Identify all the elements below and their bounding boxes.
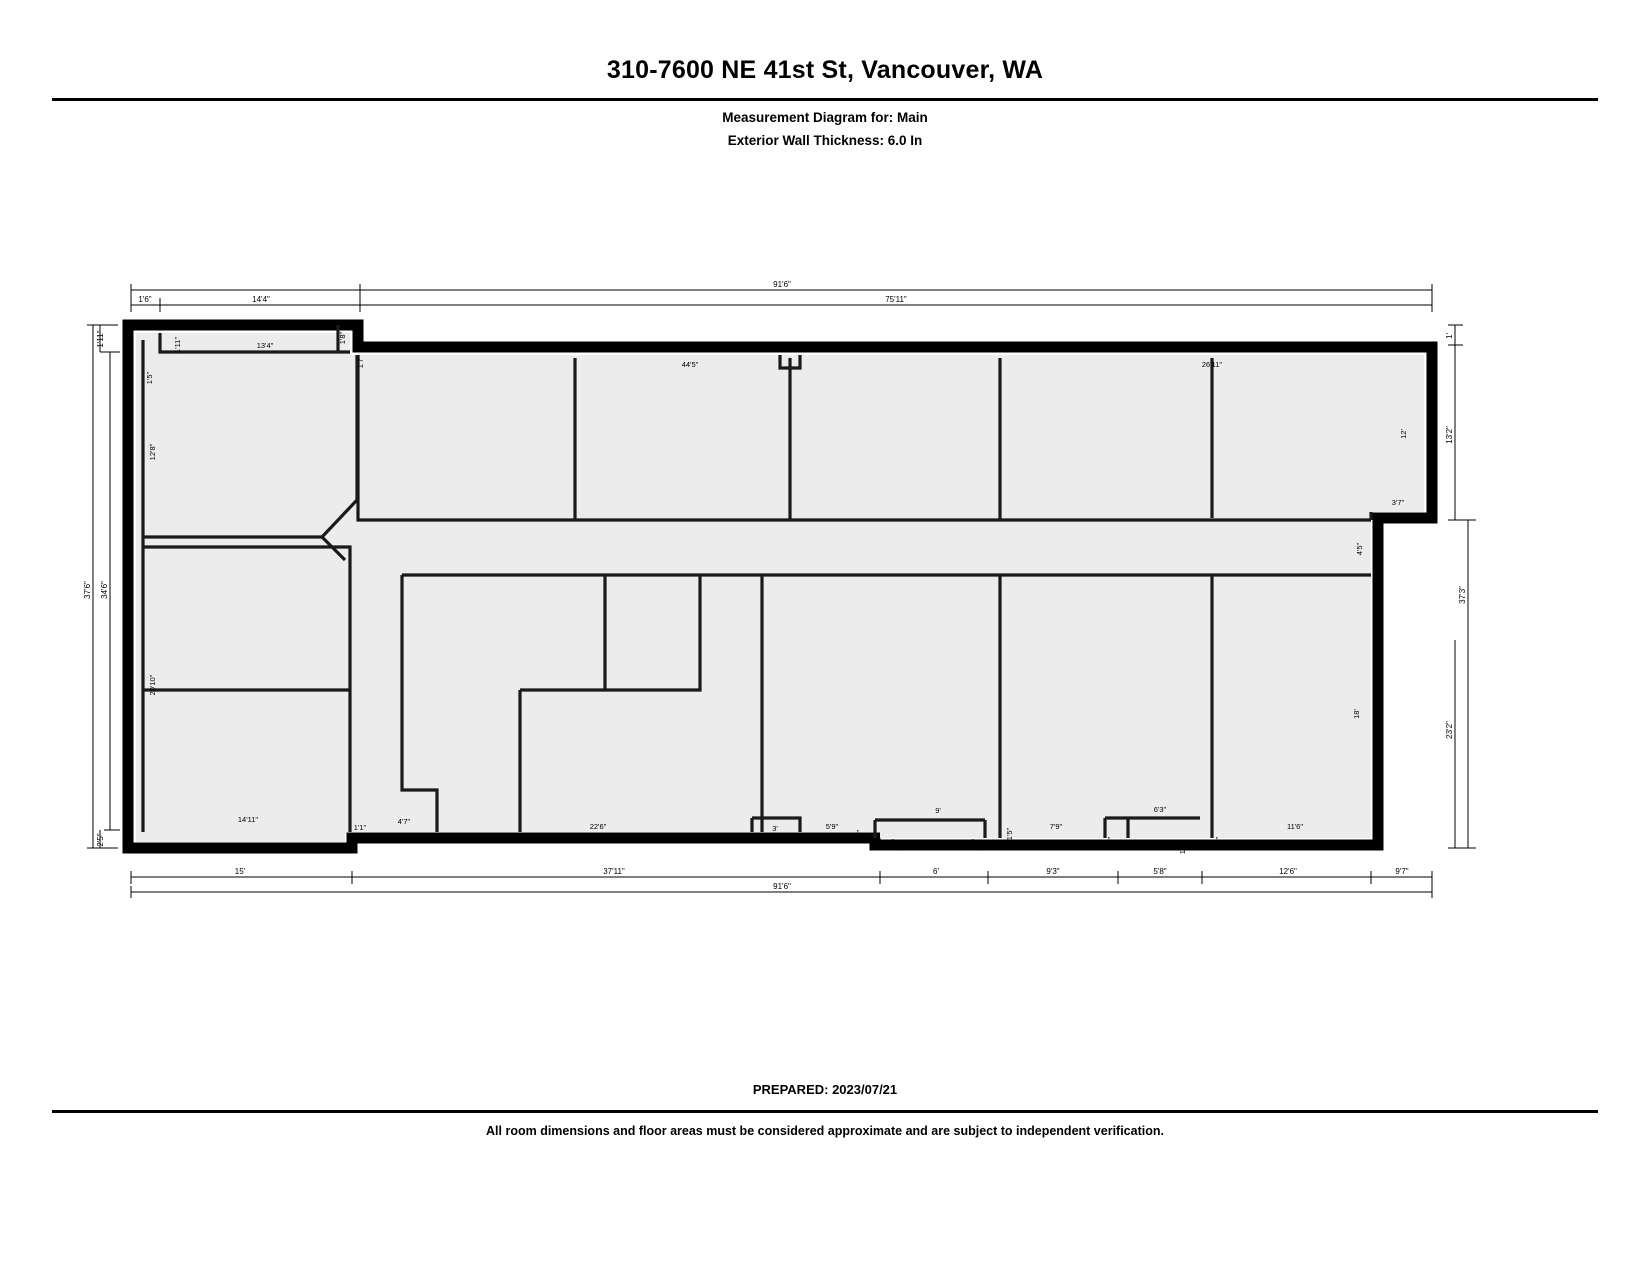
label-i19: 5'9" — [825, 822, 839, 831]
dim-left-b: 37'6" — [83, 581, 92, 599]
label-i10: 3'7" — [1391, 498, 1405, 507]
label-i28: 1'6" — [1178, 841, 1187, 855]
label-i3: 1'8" — [338, 331, 347, 345]
disclaimer-text: All room dimensions and floor areas must be considered approximate and are subject to independent verification. — [486, 1124, 1164, 1138]
label-i21: 1'4" — [890, 838, 899, 852]
dim-top-c: 75'11" — [885, 295, 907, 304]
dim-left-d: 2'5" — [96, 833, 105, 847]
dim-right-a: 1' — [1445, 333, 1454, 339]
label-i7: 1'5" — [145, 371, 154, 385]
label-i22: 9' — [935, 806, 941, 815]
diagram-subtitle-main: Measurement Diagram for: Main — [722, 110, 928, 125]
dim-bottom-g: 9'7" — [1395, 867, 1409, 876]
page-title: 310-7600 NE 41st St, Vancouver, WA — [606, 56, 1044, 84]
dim-left-a: 1'11" — [96, 330, 105, 348]
prepared-date: PREPARED: 2023/07/21 — [752, 1082, 898, 1097]
dim-bottom-b: 37'11" — [603, 867, 625, 876]
label-i26: 6'3" — [1153, 805, 1167, 814]
label-i25: 7'9" — [1049, 822, 1063, 831]
label-i9: 12' — [1399, 429, 1408, 439]
label-i11: 4'5" — [1355, 542, 1364, 556]
dim-right-d: 23'2" — [1445, 721, 1454, 739]
label-i2: 13'4" — [256, 341, 274, 350]
label-i5: 44'5" — [681, 360, 699, 369]
footer-divider — [52, 1110, 1598, 1113]
label-i17: 22'6" — [589, 822, 607, 831]
diagram-subtitle-wall-thickness: Exterior Wall Thickness: 6.0 In — [727, 133, 923, 148]
label-i29: 1'2" — [1214, 836, 1223, 850]
dim-bottom-a: 15' — [234, 867, 246, 876]
dim-top-a: 1'6" — [138, 295, 152, 304]
dim-right-b: 13'2" — [1445, 426, 1454, 444]
dim-right-c: 37'3" — [1458, 586, 1467, 604]
label-i4: 1'7" — [356, 355, 365, 369]
dim-top-b: 14'4" — [252, 295, 270, 304]
label-i12: 20'10" — [148, 674, 157, 696]
label-i1: 1'11" — [173, 336, 182, 354]
dim-bottom-d: 9'3" — [1046, 867, 1060, 876]
dim-left-c: 34'6" — [100, 581, 109, 599]
dim-bottom-total: 91'6" — [773, 882, 791, 891]
label-i18: 3' — [772, 824, 778, 833]
label-i27: 1'2" — [1106, 836, 1115, 850]
interior-floor — [136, 333, 1424, 842]
dim-top-total: 91'6" — [773, 280, 791, 289]
label-i15: 1'1" — [353, 823, 367, 832]
label-i30: 11'6" — [1286, 822, 1304, 831]
dim-bottom-e: 5'8" — [1153, 867, 1167, 876]
label-i20: 1'5" — [855, 829, 864, 843]
dim-bottom-c: 6' — [933, 867, 939, 876]
dim-bottom-f: 12'6" — [1279, 867, 1297, 876]
label-i23: 1'4" — [970, 838, 979, 852]
label-i16: 4'7" — [397, 817, 411, 826]
label-i14: 14'11" — [237, 815, 259, 824]
label-i13: 18' — [1352, 709, 1361, 719]
label-i6: 26'11" — [1201, 360, 1223, 369]
label-i24: 1'5" — [1005, 827, 1014, 841]
label-i8: 12'8" — [148, 443, 157, 461]
